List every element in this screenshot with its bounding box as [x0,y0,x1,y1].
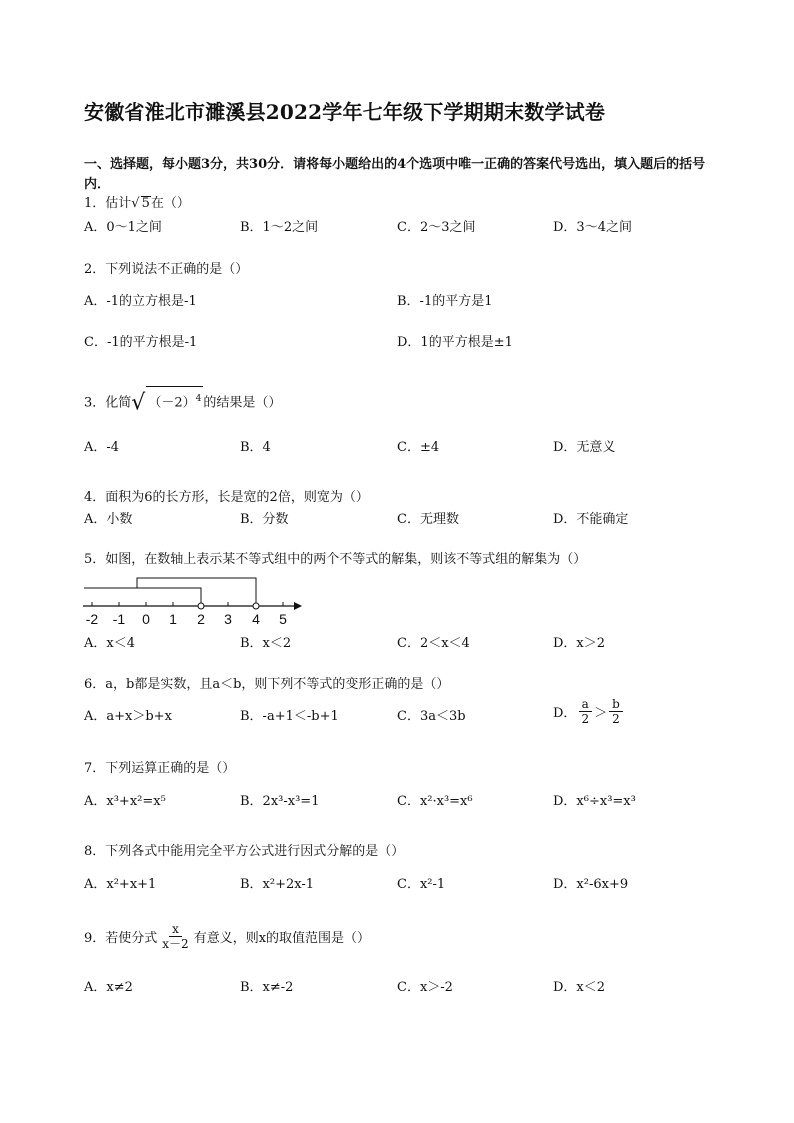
q7-option-b: B．2x³-x³=1 [240,794,320,809]
q3-option-b: B．4 [240,440,271,455]
numerator: b [609,697,623,712]
q1-option-d: D．3～4之间 [553,220,632,235]
tick-label: 3 [224,611,232,627]
q1-option-b: B．1～2之间 [240,220,319,235]
q9-option-d: D．x＜2 [553,980,606,995]
q4-option-a: A．小数 [84,512,133,527]
open-circle-4 [253,603,259,609]
page-title: 安徽省淮北市濉溪县2022学年七年级下学期期末数学试卷 [84,100,606,124]
q2-option-b: B．-1的平方是1 [397,294,493,309]
tick-label: -1 [112,611,126,627]
question-8: 8．下列各式中能用完全平方公式进行因式分解的是（） [84,844,405,859]
q6-option-b: B．-a+1＜-b+1 [240,709,339,724]
question-1-prefix: 1．估计 [84,196,132,211]
tick-label: 4 [252,611,260,627]
q8-option-a: A．x²+x+1 [84,877,157,892]
question-2: 2．下列说法不正确的是（） [84,262,249,277]
section-heading: 一、选择题，每小题3分，共30分．请将每小题给出的4个选项中唯一正确的答案代号选出，填入题后的括号内． [84,157,706,192]
tick-label: -2 [85,611,99,627]
denominator: 2 [581,712,590,726]
radicand [146,386,203,415]
open-circle-2 [198,603,204,609]
q6-option-a: A．a+x＞b+x [84,709,172,724]
numerator: x [169,922,182,937]
q7-option-c: C．x²·x³=x⁶ [397,794,473,809]
solution-x-less-than-4 [137,578,256,602]
radicand-base: （－2） [148,395,196,411]
question-9-suffix: 有意义，则x的取值范围是（） [193,931,371,946]
q8-option-c: C．x²-1 [397,877,446,892]
tick-label: 5 [279,611,287,627]
q7-option-d: D．x⁶÷x³=x³ [553,794,636,809]
q5-option-a: A．x＜4 [84,636,135,651]
question-6: 6．a，b都是实数，且a＜b，则下列不等式的变形正确的是（） [84,677,450,692]
question-1-suffix: 在（） [150,196,190,211]
solution-x-less-than-2 [84,588,201,602]
sqrt-sign: √ [131,390,146,416]
numerator: a [579,697,592,712]
axis-arrow [294,602,302,610]
q4-option-c: C．无理数 [397,512,459,527]
q6-option-c: C．3a＜3b [397,709,466,724]
q9-option-c: C．x＞-2 [397,980,453,995]
denominator: x－2 [162,937,189,951]
question-3-suffix: 的结果是（） [203,395,282,411]
question-5: 5．如图，在数轴上表示某不等式组中的两个不等式的解集，则该不等式组的解集为（） [84,552,587,567]
radicand-exponent: 4 [195,394,202,404]
fraction-a-over-2 [578,697,592,726]
tick-label: 1 [169,611,177,627]
question-9 [84,922,370,951]
q9-option-a: A．x≠2 [84,980,133,995]
q5-option-c: C．2＜x＜4 [397,636,470,651]
q5-option-b: B．x＜2 [240,636,292,651]
question-1 [84,192,190,211]
question-3 [84,386,281,415]
tick-label: 2 [197,611,205,627]
q3-option-a: A．-4 [84,440,120,455]
q9-option-b: B．x≠-2 [240,980,294,995]
q1-option-c: C．2～3之间 [397,220,476,235]
option-label: D． [553,706,577,721]
question-3-prefix: 3．化简 [84,395,132,411]
q5-option-d: D．x＞2 [553,636,606,651]
radicand: 5 [141,196,150,211]
question-7: 7．下列运算正确的是（） [84,761,236,776]
q7-option-a: A．x³+x²=x⁵ [84,794,166,809]
q6-option-d [553,697,625,726]
q3-option-c: C．±4 [397,440,440,455]
sqrt-sign: √ [131,196,140,211]
q8-option-d: D．x²-6x+9 [553,877,629,892]
q2-option-c: C．-1的平方根是-1 [84,335,198,350]
question-9-prefix: 9．若使分式 [84,931,158,946]
fraction-b-over-2 [609,697,623,726]
denominator: 2 [612,712,620,726]
q1-option-a: A．0～1之间 [84,220,162,235]
q2-option-a: A．-1的立方根是-1 [84,294,197,309]
relation-sign: ＞ [594,706,608,721]
q4-option-b: B．分数 [240,512,289,527]
question-4: 4．面积为6的长方形，长是宽的2倍，则宽为（） [84,490,369,505]
q2-option-d: D．1的平方根是±1 [397,335,513,350]
tick-label: 0 [142,611,150,627]
q4-option-d: D．不能确定 [553,512,629,527]
fraction-x-over-x-minus-2 [159,922,191,951]
q3-option-d: D．无意义 [553,440,616,455]
number-line-figure [80,572,304,628]
q8-option-b: B．x²+2x-1 [240,877,315,892]
